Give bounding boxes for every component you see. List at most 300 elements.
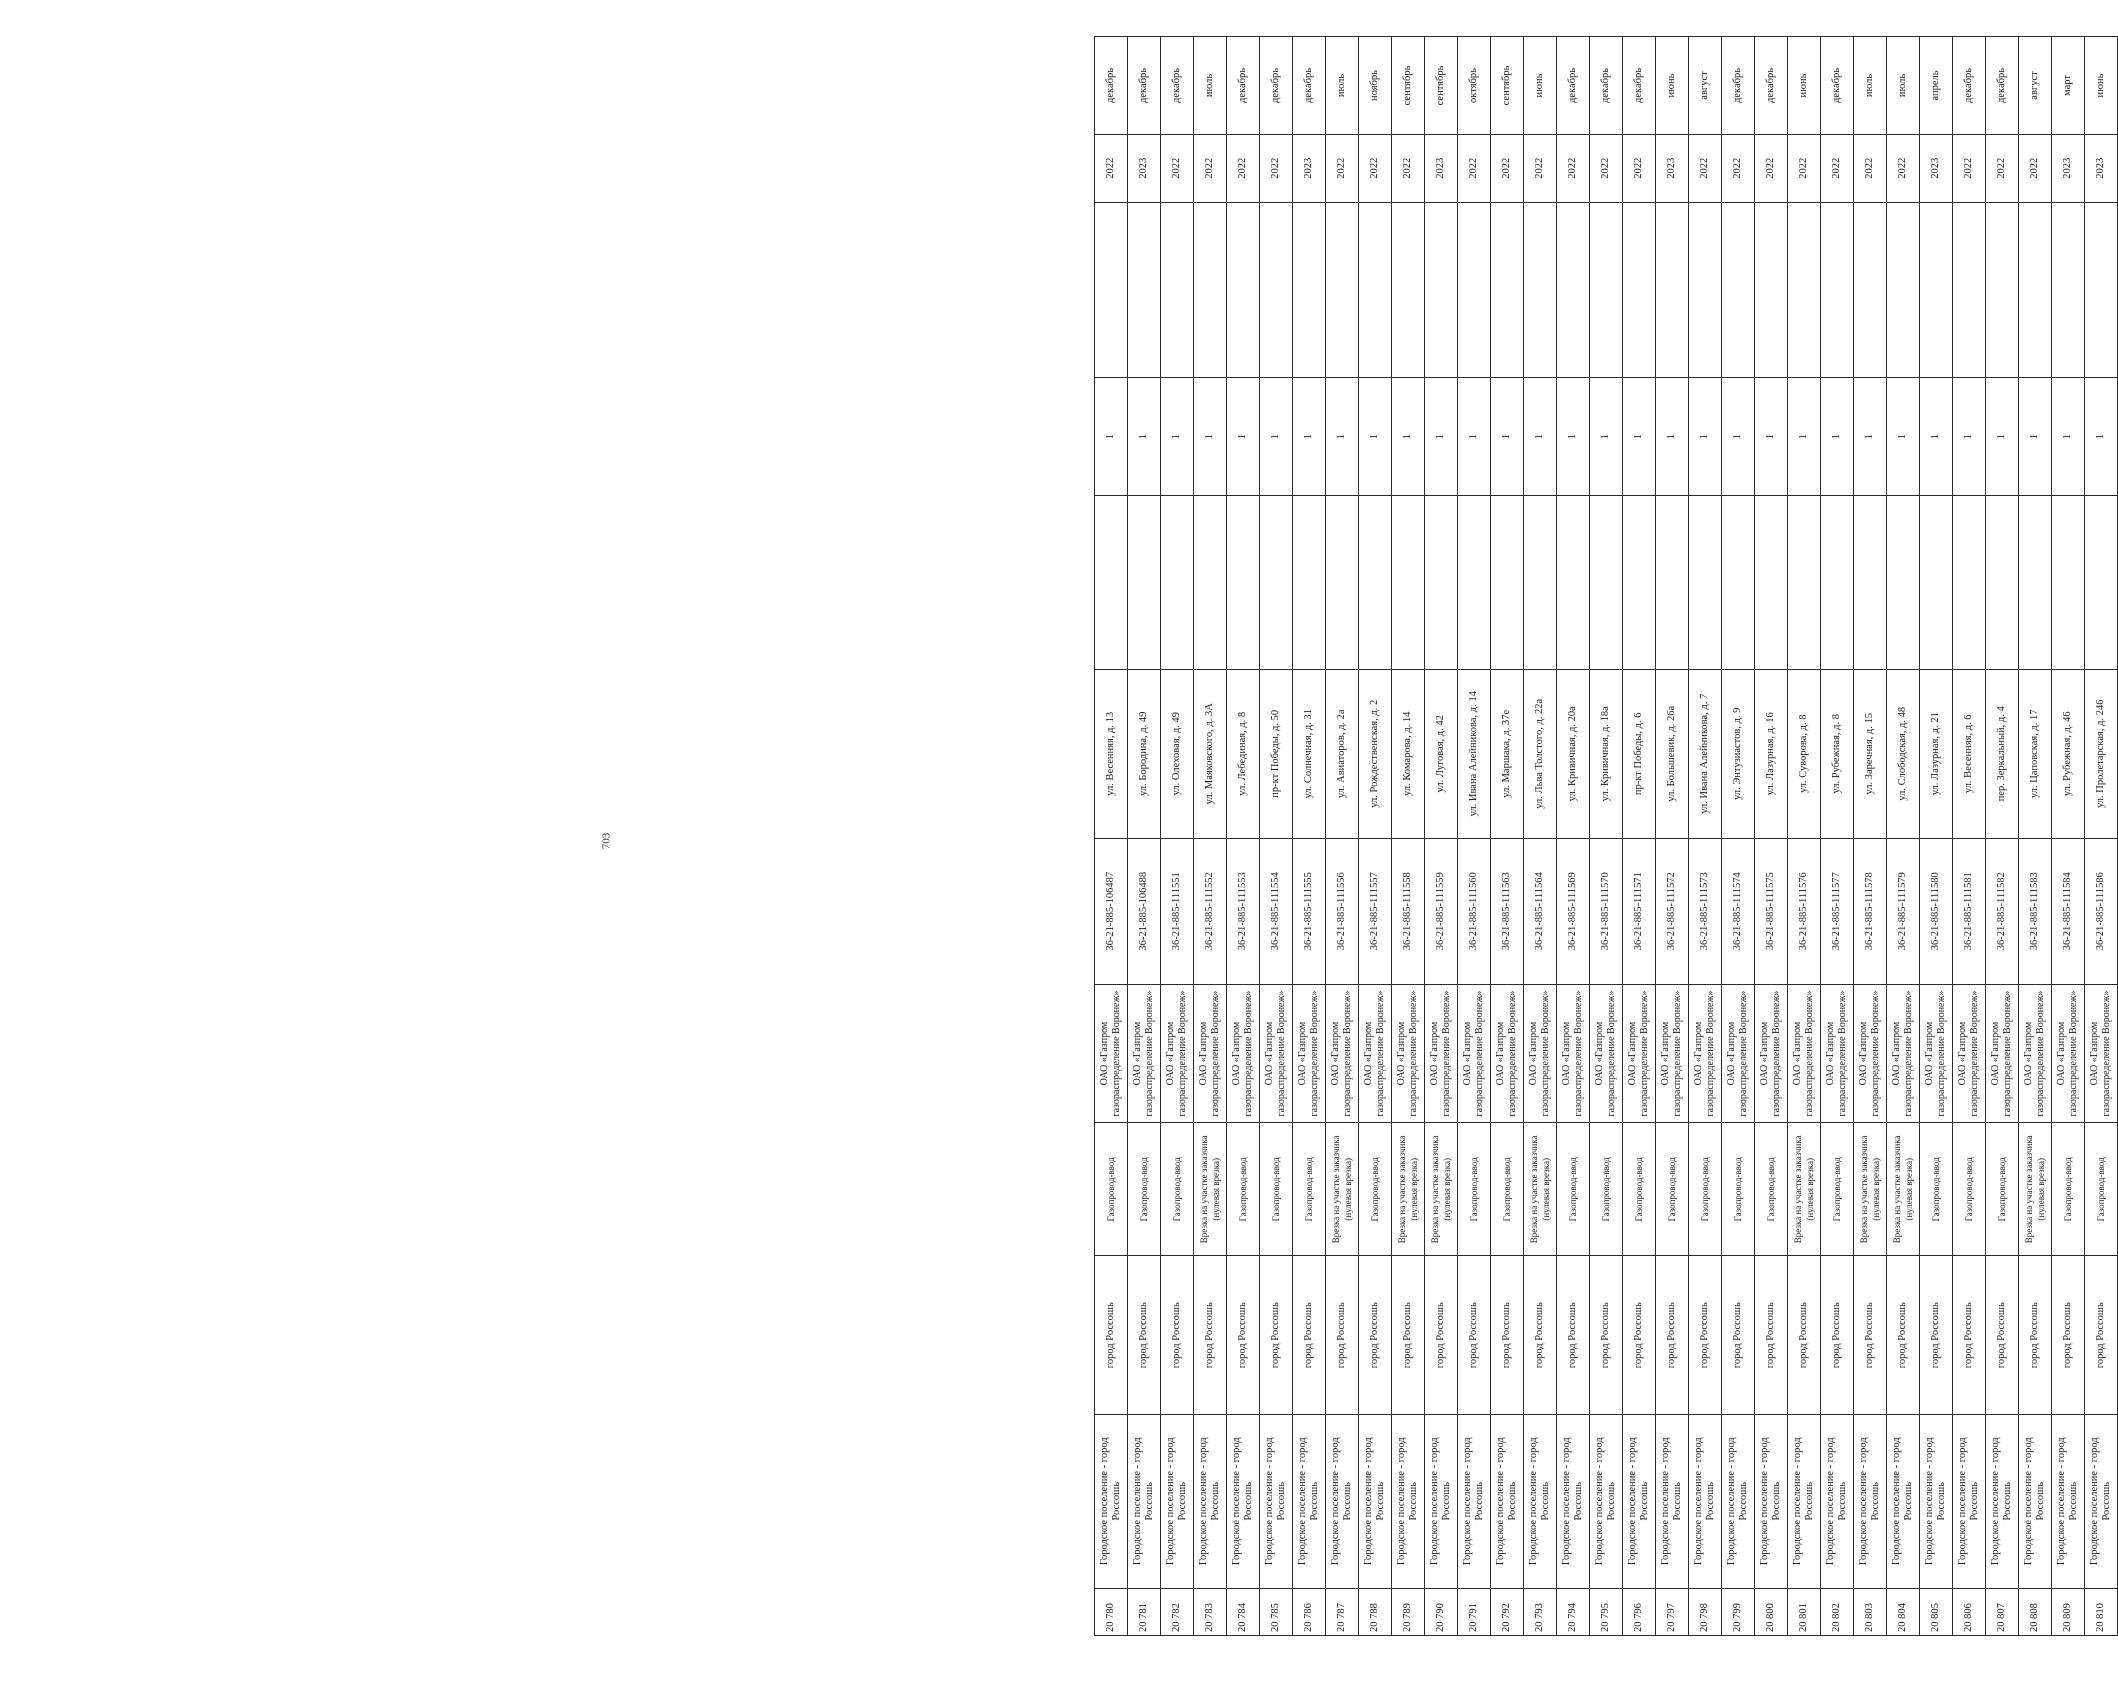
code-cell: 36-21-885-111552	[1194, 838, 1227, 984]
month-cell: декабрь	[1095, 37, 1128, 135]
code-cell: 36-21-885-111556	[1326, 838, 1359, 984]
year-cell: 2023	[1425, 134, 1458, 202]
quantity-cell: 1	[1161, 378, 1194, 496]
organization-cell: ОАО «Газпром газораспределение Воронеж»	[1920, 984, 1953, 1122]
connection-type-cell: Врезка на участке заказчика (нулевая врезка)	[1788, 1123, 1821, 1256]
month-cell: декабрь	[1293, 37, 1326, 135]
settlement-cell: Городское поселение - город Россошь	[1260, 1414, 1293, 1588]
empty-cell	[1656, 496, 1689, 670]
connection-type-cell: Газопровод-ввод	[1986, 1123, 2019, 1256]
settlement-cell: Городское поселение - город Россошь	[1557, 1414, 1590, 1588]
empty-cell	[1491, 202, 1524, 378]
empty-cell	[1095, 496, 1128, 670]
year-cell: 2022	[1590, 134, 1623, 202]
settlement-cell: Городское поселение - город Россошь	[1920, 1414, 1953, 1588]
code-cell: 36-21-885-111575	[1755, 838, 1788, 984]
year-cell: 2022	[1161, 134, 1194, 202]
organization-cell: ОАО «Газпром газораспределение Воронеж»	[2019, 984, 2052, 1122]
organization-cell: ОАО «Газпром газораспределение Воронеж»	[1689, 984, 1722, 1122]
empty-cell	[1953, 202, 1986, 378]
table-row	[1095, 37, 1128, 1636]
connection-type-cell: Газопровод-ввод	[1128, 1123, 1161, 1256]
quantity-cell: 1	[1128, 378, 1161, 496]
address-cell: ул. Суворова, д. 8	[1788, 669, 1821, 838]
code-cell: 36-21-885-111551	[1161, 838, 1194, 984]
settlement-cell: Городское поселение - город Россошь	[1821, 1414, 1854, 1588]
table-row	[1293, 37, 1326, 1636]
table-row	[1392, 37, 1425, 1636]
city-cell: город Россошь	[2052, 1256, 2085, 1414]
code-cell: 36-21-885-111564	[1524, 838, 1557, 984]
year-cell: 2022	[2019, 134, 2052, 202]
code-cell: 36-21-885-111576	[1788, 838, 1821, 984]
code-cell: 36-21-885-106488	[1128, 838, 1161, 984]
quantity-cell: 1	[1689, 378, 1722, 496]
year-cell: 2023	[1128, 134, 1161, 202]
quantity-cell: 1	[1392, 378, 1425, 496]
empty-cell	[2052, 496, 2085, 670]
connection-type-cell: Врезка на участке заказчика (нулевая врезка)	[1392, 1123, 1425, 1256]
quantity-cell: 1	[1557, 378, 1590, 496]
address-cell: ул. Рождественская, д. 2	[1359, 669, 1392, 838]
code-cell: 36-21-885-111586	[2085, 838, 2118, 984]
row-number: 20 802	[1821, 1588, 1854, 1635]
settlement-cell: Городское поселение - город Россошь	[1194, 1414, 1227, 1588]
connection-type-cell: Газопровод-ввод	[1161, 1123, 1194, 1256]
organization-cell: ОАО «Газпром газораспределение Воронеж»	[1854, 984, 1887, 1122]
settlement-cell: Городское поселение - город Россошь	[1788, 1414, 1821, 1588]
quantity-cell: 1	[1524, 378, 1557, 496]
month-cell: декабрь	[1227, 37, 1260, 135]
row-number: 20 780	[1095, 1588, 1128, 1635]
quantity-cell: 1	[1425, 378, 1458, 496]
address-cell: ул. Рубежная, д. 8	[1821, 669, 1854, 838]
address-cell: ул. Лазурная, д. 21	[1920, 669, 1953, 838]
city-cell: город Россошь	[1260, 1256, 1293, 1414]
row-number: 20 804	[1887, 1588, 1920, 1635]
empty-cell	[1491, 496, 1524, 670]
connection-type-cell: Газопровод-ввод	[1458, 1123, 1491, 1256]
year-cell: 2022	[1524, 134, 1557, 202]
connection-type-cell: Газопровод-ввод	[1953, 1123, 1986, 1256]
address-cell: пер. Зеркальный, д. 4	[1986, 669, 2019, 838]
row-number: 20 792	[1491, 1588, 1524, 1635]
connection-type-cell: Газопровод-ввод	[1359, 1123, 1392, 1256]
connection-type-cell: Газопровод-ввод	[1656, 1123, 1689, 1256]
settlement-cell: Городское поселение - город Россошь	[2052, 1414, 2085, 1588]
city-cell: город Россошь	[1524, 1256, 1557, 1414]
code-cell: 36-21-885-111554	[1260, 838, 1293, 984]
empty-cell	[1095, 202, 1128, 378]
table-row	[1722, 37, 1755, 1636]
table-row	[1854, 37, 1887, 1636]
address-cell: пр-кт Победы, д. 50	[1260, 669, 1293, 838]
year-cell: 2022	[1458, 134, 1491, 202]
table-row	[1689, 37, 1722, 1636]
table-row	[1557, 37, 1590, 1636]
connection-type-cell: Врезка на участке заказчика (нулевая врезка)	[1887, 1123, 1920, 1256]
city-cell: город Россошь	[1095, 1256, 1128, 1414]
settlement-cell: Городское поселение - город Россошь	[1623, 1414, 1656, 1588]
table-row	[1359, 37, 1392, 1636]
month-cell: июнь	[2085, 37, 2118, 135]
settlement-cell: Городское поселение - город Россошь	[1689, 1414, 1722, 1588]
month-cell: октябрь	[1458, 37, 1491, 135]
connection-type-cell: Газопровод-ввод	[1590, 1123, 1623, 1256]
row-number: 20 805	[1920, 1588, 1953, 1635]
code-cell: 36-21-885-111580	[1920, 838, 1953, 984]
city-cell: город Россошь	[1458, 1256, 1491, 1414]
quantity-cell: 1	[1920, 378, 1953, 496]
month-cell: август	[2019, 37, 2052, 135]
row-number: 20 808	[2019, 1588, 2052, 1635]
city-cell: город Россошь	[1590, 1256, 1623, 1414]
organization-cell: ОАО «Газпром газораспределение Воронеж»	[1524, 984, 1557, 1122]
quantity-cell: 1	[1491, 378, 1524, 496]
empty-cell	[1986, 496, 2019, 670]
address-cell: пр-кт Победы, д. 6	[1623, 669, 1656, 838]
year-cell: 2022	[1227, 134, 1260, 202]
city-cell: город Россошь	[1128, 1256, 1161, 1414]
connection-type-cell: Газопровод-ввод	[1227, 1123, 1260, 1256]
address-cell: ул. Заречная, д. 15	[1854, 669, 1887, 838]
settlement-cell: Городское поселение - город Россошь	[1128, 1414, 1161, 1588]
quantity-cell: 1	[1326, 378, 1359, 496]
empty-cell	[1722, 202, 1755, 378]
month-cell: июль	[1194, 37, 1227, 135]
empty-cell	[1128, 496, 1161, 670]
rotated-page	[1094, 36, 2112, 1636]
settlement-cell: Городское поселение - город Россошь	[1722, 1414, 1755, 1588]
address-cell: ул. Энтузиастов, д. 9	[1722, 669, 1755, 838]
row-number: 20 809	[2052, 1588, 2085, 1635]
empty-cell	[2052, 202, 2085, 378]
city-cell: город Россошь	[1326, 1256, 1359, 1414]
table-row	[1986, 37, 2019, 1636]
settlement-cell: Городское поселение - город Россошь	[1392, 1414, 1425, 1588]
city-cell: город Россошь	[1722, 1256, 1755, 1414]
month-cell: сентябрь	[1425, 37, 1458, 135]
organization-cell: ОАО «Газпром газораспределение Воронеж»	[1755, 984, 1788, 1122]
city-cell: город Россошь	[1920, 1256, 1953, 1414]
empty-cell	[1854, 496, 1887, 670]
table-row	[1788, 37, 1821, 1636]
empty-cell	[1689, 496, 1722, 670]
month-cell: декабрь	[1260, 37, 1293, 135]
connection-type-cell: Газопровод-ввод	[2052, 1123, 2085, 1256]
table-row	[2019, 37, 2052, 1636]
month-cell: август	[1689, 37, 1722, 135]
table-row	[1953, 37, 1986, 1636]
connection-type-cell: Газопровод-ввод	[1689, 1123, 1722, 1256]
year-cell: 2022	[1689, 134, 1722, 202]
year-cell: 2022	[1821, 134, 1854, 202]
empty-cell	[1623, 202, 1656, 378]
connection-type-cell: Газопровод-ввод	[1821, 1123, 1854, 1256]
address-cell: ул. Луговая, д. 42	[1425, 669, 1458, 838]
settlement-cell: Городское поселение - город Россошь	[1458, 1414, 1491, 1588]
empty-cell	[1326, 496, 1359, 670]
organization-cell: ОАО «Газпром газораспределение Воронеж»	[1392, 984, 1425, 1122]
settlement-cell: Городское поселение - город Россошь	[1359, 1414, 1392, 1588]
address-cell: ул. Большевик, д. 26а	[1656, 669, 1689, 838]
connection-type-cell: Газопровод-ввод	[1557, 1123, 1590, 1256]
year-cell: 2023	[1656, 134, 1689, 202]
city-cell: город Россошь	[1623, 1256, 1656, 1414]
city-cell: город Россошь	[1656, 1256, 1689, 1414]
organization-cell: ОАО «Газпром газораспределение Воронеж»	[1425, 984, 1458, 1122]
organization-cell: ОАО «Газпром газораспределение Воронеж»	[1590, 984, 1623, 1122]
address-cell: ул. Весенняя, д. 13	[1095, 669, 1128, 838]
empty-cell	[1326, 202, 1359, 378]
quantity-cell: 1	[2019, 378, 2052, 496]
organization-cell: ОАО «Газпром газораспределение Воронеж»	[1095, 984, 1128, 1122]
organization-cell: ОАО «Газпром газораспределение Воронеж»	[1887, 984, 1920, 1122]
code-cell: 36-21-885-111584	[2052, 838, 2085, 984]
table-row	[1887, 37, 1920, 1636]
code-cell: 36-21-885-111577	[1821, 838, 1854, 984]
row-number: 20 790	[1425, 1588, 1458, 1635]
address-cell: ул. Маршака, д. 37е	[1491, 669, 1524, 838]
quantity-cell: 1	[1194, 378, 1227, 496]
address-cell: ул. Авиаторов, д. 2а	[1326, 669, 1359, 838]
empty-cell	[1260, 202, 1293, 378]
empty-cell	[1194, 202, 1227, 378]
address-cell: ул. Ивана Алейникова, д. 14	[1458, 669, 1491, 838]
address-cell: ул. Комарова, д. 14	[1392, 669, 1425, 838]
empty-cell	[1293, 496, 1326, 670]
year-cell: 2023	[2085, 134, 2118, 202]
organization-cell: ОАО «Газпром газораспределение Воронеж»	[1194, 984, 1227, 1122]
month-cell: июль	[1854, 37, 1887, 135]
empty-cell	[1425, 202, 1458, 378]
organization-cell: ОАО «Газпром газораспределение Воронеж»	[1491, 984, 1524, 1122]
code-cell: 36-21-885-111563	[1491, 838, 1524, 984]
organization-cell: ОАО «Газпром газораспределение Воронеж»	[1953, 984, 1986, 1122]
settlement-cell: Городское поселение - город Россошь	[1326, 1414, 1359, 1588]
connection-type-cell: Газопровод-ввод	[1491, 1123, 1524, 1256]
connection-type-cell: Врезка на участке заказчика (нулевая врезка)	[1524, 1123, 1557, 1256]
table-row	[1425, 37, 1458, 1636]
month-cell: июль	[1887, 37, 1920, 135]
code-cell: 36-21-885-111555	[1293, 838, 1326, 984]
address-cell: ул. Бородина, д. 49	[1128, 669, 1161, 838]
address-cell: ул. Солнечная, д. 31	[1293, 669, 1326, 838]
year-cell: 2022	[1194, 134, 1227, 202]
quantity-cell: 1	[1590, 378, 1623, 496]
table-row	[1194, 37, 1227, 1636]
year-cell: 2022	[1953, 134, 1986, 202]
year-cell: 2022	[1491, 134, 1524, 202]
empty-cell	[1293, 202, 1326, 378]
code-cell: 36-21-885-111572	[1656, 838, 1689, 984]
quantity-cell: 1	[1458, 378, 1491, 496]
code-cell: 36-21-885-106487	[1095, 838, 1128, 984]
city-cell: город Россошь	[1491, 1256, 1524, 1414]
row-number: 20 786	[1293, 1588, 1326, 1635]
quantity-cell: 1	[1887, 378, 1920, 496]
organization-cell: ОАО «Газпром газораспределение Воронеж»	[1986, 984, 2019, 1122]
address-cell: ул. Кривичная, д. 18а	[1590, 669, 1623, 838]
month-cell: декабрь	[1128, 37, 1161, 135]
empty-cell	[1788, 202, 1821, 378]
empty-cell	[1887, 496, 1920, 670]
quantity-cell: 1	[1227, 378, 1260, 496]
year-cell: 2022	[1557, 134, 1590, 202]
organization-cell: ОАО «Газпром газораспределение Воронеж»	[1260, 984, 1293, 1122]
row-number: 20 794	[1557, 1588, 1590, 1635]
row-number: 20 784	[1227, 1588, 1260, 1635]
empty-cell	[1656, 202, 1689, 378]
row-number: 20 793	[1524, 1588, 1557, 1635]
month-cell: июль	[1326, 37, 1359, 135]
empty-cell	[2019, 496, 2052, 670]
settlement-cell: Городское поселение - город Россошь	[1854, 1414, 1887, 1588]
quantity-cell: 1	[1293, 378, 1326, 496]
row-number: 20 801	[1788, 1588, 1821, 1635]
code-cell: 36-21-885-111579	[1887, 838, 1920, 984]
month-cell: декабрь	[1986, 37, 2019, 135]
quantity-cell: 1	[1854, 378, 1887, 496]
quantity-cell: 1	[1821, 378, 1854, 496]
address-cell: ул. Лазурная, д. 16	[1755, 669, 1788, 838]
address-cell: ул. Цаповская, д. 17	[2019, 669, 2052, 838]
row-number: 20 800	[1755, 1588, 1788, 1635]
city-cell: город Россошь	[1887, 1256, 1920, 1414]
month-cell: март	[2052, 37, 2085, 135]
quantity-cell: 1	[1986, 378, 2019, 496]
city-cell: город Россошь	[1788, 1256, 1821, 1414]
table-row	[1227, 37, 1260, 1636]
settlement-cell: Городское поселение - город Россошь	[2019, 1414, 2052, 1588]
empty-cell	[1161, 496, 1194, 670]
address-cell: ул. Рубежная, д. 46	[2052, 669, 2085, 838]
year-cell: 2022	[1359, 134, 1392, 202]
organization-cell: ОАО «Газпром газораспределение Воронеж»	[1359, 984, 1392, 1122]
row-number: 20 796	[1623, 1588, 1656, 1635]
month-cell: декабрь	[1557, 37, 1590, 135]
organization-cell: ОАО «Газпром газораспределение Воронеж»	[1227, 984, 1260, 1122]
empty-cell	[1788, 496, 1821, 670]
empty-cell	[1821, 496, 1854, 670]
city-cell: город Россошь	[1821, 1256, 1854, 1414]
address-cell: ул. Маяковского, д. 3А	[1194, 669, 1227, 838]
code-cell: 36-21-885-111574	[1722, 838, 1755, 984]
empty-cell	[1359, 202, 1392, 378]
settlement-cell: Городское поселение - город Россошь	[1887, 1414, 1920, 1588]
quantity-cell: 1	[1788, 378, 1821, 496]
row-number: 20 788	[1359, 1588, 1392, 1635]
code-cell: 36-21-885-111581	[1953, 838, 1986, 984]
month-cell: июнь	[1524, 37, 1557, 135]
table-row	[1590, 37, 1623, 1636]
year-cell: 2022	[1887, 134, 1920, 202]
table-body	[1095, 37, 2118, 1636]
connection-type-cell: Газопровод-ввод	[1293, 1123, 1326, 1256]
row-number: 20 791	[1458, 1588, 1491, 1635]
organization-cell: ОАО «Газпром газораспределение Воронеж»	[1161, 984, 1194, 1122]
code-cell: 36-21-885-111558	[1392, 838, 1425, 984]
row-number: 20 785	[1260, 1588, 1293, 1635]
row-number: 20 789	[1392, 1588, 1425, 1635]
year-cell: 2022	[1755, 134, 1788, 202]
connection-type-cell: Врезка на участке заказчика (нулевая врезка)	[1326, 1123, 1359, 1256]
address-cell: ул. Лебединая, д. 8	[1227, 669, 1260, 838]
settlement-cell: Городское поселение - город Россошь	[1425, 1414, 1458, 1588]
organization-cell: ОАО «Газпром газораспределение Воронеж»	[1326, 984, 1359, 1122]
city-cell: город Россошь	[1392, 1256, 1425, 1414]
settlement-cell: Городское поселение - город Россошь	[1656, 1414, 1689, 1588]
empty-cell	[1623, 496, 1656, 670]
row-number: 20 782	[1161, 1588, 1194, 1635]
empty-cell	[1161, 202, 1194, 378]
empty-cell	[1689, 202, 1722, 378]
empty-cell	[1227, 496, 1260, 670]
empty-cell	[1227, 202, 1260, 378]
settlement-cell: Городское поселение - город Россошь	[1491, 1414, 1524, 1588]
month-cell: июнь	[1656, 37, 1689, 135]
row-number: 20 783	[1194, 1588, 1227, 1635]
city-cell: город Россошь	[1953, 1256, 1986, 1414]
organization-cell: ОАО «Газпром газораспределение Воронеж»	[2052, 984, 2085, 1122]
code-cell: 36-21-885-111573	[1689, 838, 1722, 984]
table-row	[1128, 37, 1161, 1636]
city-cell: город Россошь	[1227, 1256, 1260, 1414]
row-number: 20 810	[2085, 1588, 2118, 1635]
year-cell: 2022	[1095, 134, 1128, 202]
year-cell: 2022	[1986, 134, 2019, 202]
city-cell: город Россошь	[2085, 1256, 2118, 1414]
empty-cell	[1557, 202, 1590, 378]
month-cell: декабрь	[1953, 37, 1986, 135]
empty-cell	[1392, 496, 1425, 670]
connection-type-cell: Газопровод-ввод	[1920, 1123, 1953, 1256]
empty-cell	[1524, 496, 1557, 670]
address-cell: ул. Пролетарская, д. 246	[2085, 669, 2118, 838]
address-cell: ул. Весенняя, д. 6	[1953, 669, 1986, 838]
row-number: 20 781	[1128, 1588, 1161, 1635]
address-cell: ул. Ивана Алейникова, д. 7	[1689, 669, 1722, 838]
year-cell: 2023	[1920, 134, 1953, 202]
quantity-cell: 1	[1953, 378, 1986, 496]
code-cell: 36-21-885-111559	[1425, 838, 1458, 984]
city-cell: город Россошь	[1293, 1256, 1326, 1414]
empty-cell	[1458, 496, 1491, 670]
month-cell: декабрь	[1161, 37, 1194, 135]
year-cell: 2022	[1260, 134, 1293, 202]
connection-type-cell: Врезка на участке заказчика (нулевая врезка)	[1854, 1123, 1887, 1256]
month-cell: декабрь	[1590, 37, 1623, 135]
month-cell: декабрь	[1821, 37, 1854, 135]
code-cell: 36-21-885-111557	[1359, 838, 1392, 984]
year-cell: 2022	[1788, 134, 1821, 202]
table-row	[1920, 37, 1953, 1636]
settlement-cell: Городское поселение - город Россошь	[1524, 1414, 1557, 1588]
table-row	[2085, 37, 2118, 1636]
empty-cell	[1590, 496, 1623, 670]
city-cell: город Россошь	[1359, 1256, 1392, 1414]
empty-cell	[1722, 496, 1755, 670]
month-cell: ноябрь	[1359, 37, 1392, 135]
address-cell: ул. Кривичная, д. 20а	[1557, 669, 1590, 838]
quantity-cell: 1	[1260, 378, 1293, 496]
empty-cell	[1194, 496, 1227, 670]
organization-cell: ОАО «Газпром газораспределение Воронеж»	[1293, 984, 1326, 1122]
month-cell: декабрь	[1623, 37, 1656, 135]
address-cell: ул. Слободская, д. 48	[1887, 669, 1920, 838]
quantity-cell: 1	[1656, 378, 1689, 496]
quantity-cell: 1	[1359, 378, 1392, 496]
